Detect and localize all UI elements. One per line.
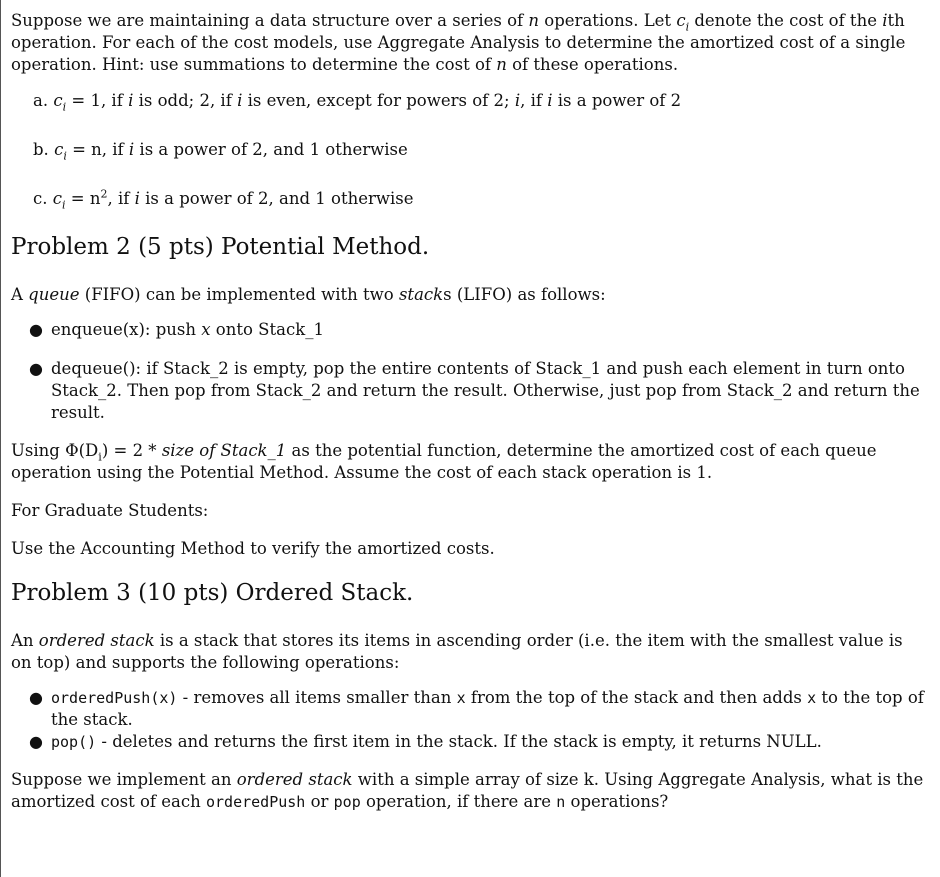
cost-model-a: a. $c_i = 1$, if i is odd; 2, if i is even, except for powers of 2; i, if i is a power of 2 xyxy=(33,91,682,114)
ordered-stack-operations-list xyxy=(11,687,926,753)
problem2-description: A queue (FIFO) can be implemented with two stacks (LIFO) as follows: xyxy=(11,285,606,304)
problem1-intro: Suppose we are maintaining a data structure over a series of n operations. Let $c_i$ denote the cost of the ith operation. For each of the cost models, use Aggregate Analysis to determine the amortized cost of a single operation. Hint: use summations to determine the cost of n of these operations. xyxy=(11,11,906,74)
list-item-pop: ● pop() - deletes and returns the first item in the stack. If the stack is empty, it returns NULL. xyxy=(29,732,822,751)
list-item-enqueue: ● enqueue(x): push x onto Stack_1 xyxy=(29,320,324,339)
graduate-heading: For Graduate Students: xyxy=(11,501,209,520)
problem3-title: Problem 3 (10 pts) Ordered Stack. xyxy=(11,580,414,606)
problem3-question: Suppose we implement an ordered stack with a simple array of size k. Using Aggregate Analysis, what is the amortized cost of each orderedPush or pop operation, if there are n operations? xyxy=(11,770,924,811)
cost-model-c: c. $c_i = n^2$, if i is a power of 2, and 1 otherwise xyxy=(33,187,414,212)
potential-function-paragraph: Using $\Phi(D_i) = 2$ * size of Stack_1 as the potential function, determine the amortized cost of each queue operation using the Potential Method. Assume the cost of each stack operation is 1. xyxy=(11,441,877,482)
list-item-dequeue: ● dequeue(): if Stack_2 is empty, pop the entire contents of Stack_1 and push each element in turn onto Stack_2. Then pop from Stack_2 and return the result. Otherwise, just pop from Stack_2 and return the result. xyxy=(29,359,920,422)
graduate-text: Use the Accounting Method to verify the amortized costs. xyxy=(11,539,495,558)
list-item-ordered-push: ● orderedPush(x) - removes all items smaller than x from the top of the stack and then adds x to the top of the stack. xyxy=(29,688,924,729)
queue-operations-list xyxy=(11,319,926,424)
problem2-title: Problem 2 (5 pts) Potential Method. xyxy=(11,234,430,260)
problem3-description: An ordered stack is a stack that stores its items in ascending order (i.e. the item with the smallest value is on top) and supports the following operations: xyxy=(11,631,903,672)
cost-model-b: b. $c_i = n$, if i is a power of 2, and 1 otherwise xyxy=(33,140,408,163)
